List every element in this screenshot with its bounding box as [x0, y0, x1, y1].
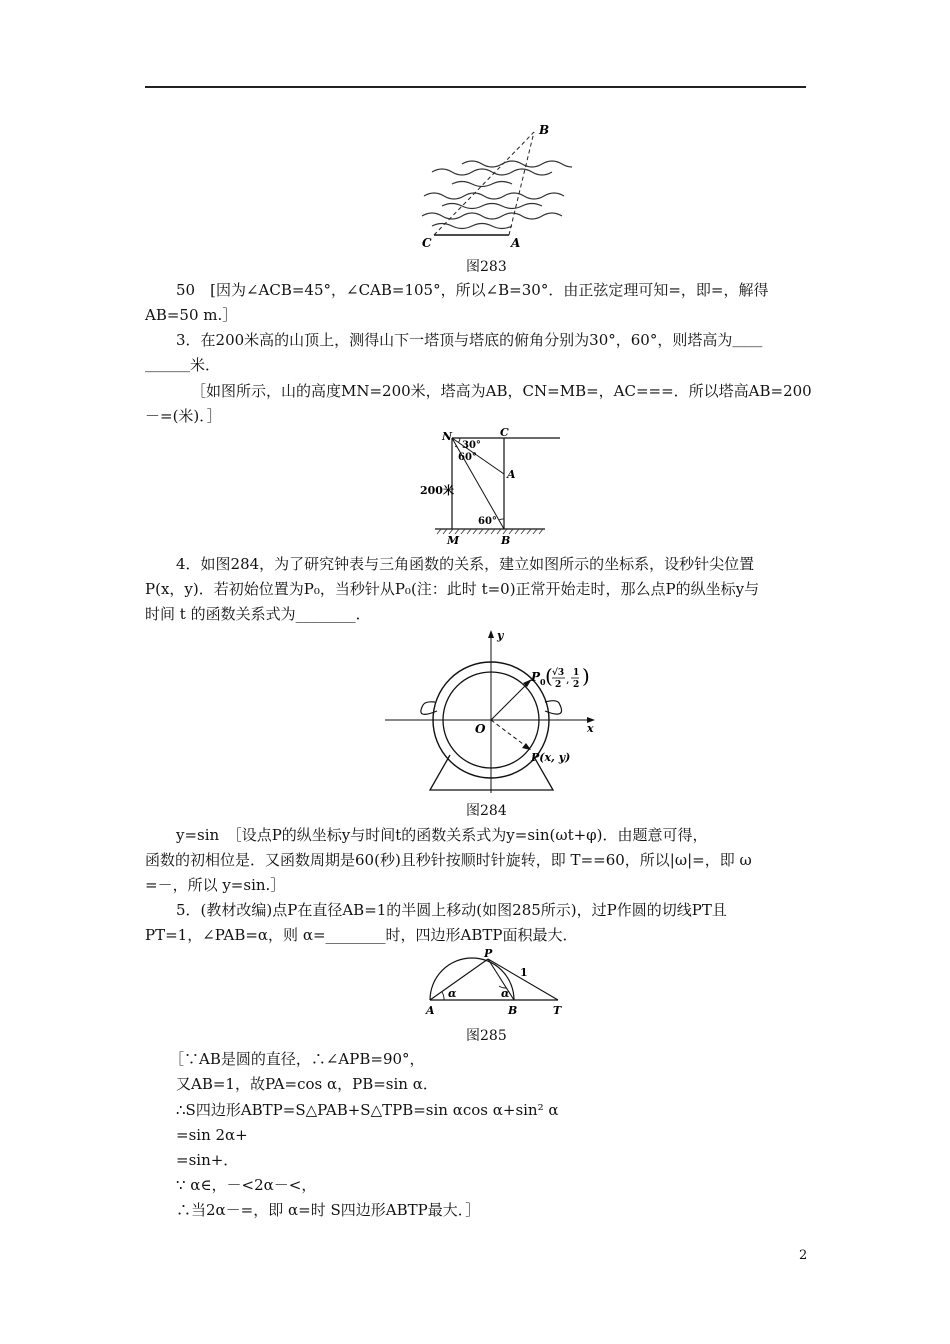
fig284-label-pxy: P(x, y) — [531, 751, 571, 764]
text-line-5: ［如图所示，山的高度MN=200米，塔高为AB，CN=MB=，AC===．所以塔高AB=200 — [191, 382, 812, 400]
fig284-p0-den2: 2 — [573, 680, 580, 690]
caption-285: 图285 — [466, 1028, 507, 1044]
caption-283: 图283 — [466, 259, 507, 275]
fig284-p0-num1: √3 — [552, 668, 565, 678]
fig284-label-y: y — [497, 629, 504, 642]
fig284-label-p0: P — [531, 670, 541, 684]
figure-284 — [385, 625, 600, 795]
fig285-alpha-a: α — [448, 987, 457, 1000]
fig284-p0-num2: 1 — [573, 668, 580, 678]
text-line-20: ∵ α∈，－<2α－<， — [176, 1176, 317, 1194]
tower-label-b: B — [501, 534, 511, 547]
fig284-label-o: O — [475, 722, 486, 736]
fig284-label-p0-sub: 0 — [540, 677, 546, 687]
text-line-7: 4．如图284，为了研究钟表与三角函数的关系，建立如图所示的坐标系，设秒针尖位置 — [176, 555, 755, 573]
tower-angle-30: 30° — [462, 440, 481, 451]
tower-angle-60-bottom: 60° — [478, 516, 497, 527]
figure-tower — [415, 428, 565, 548]
tower-height-label: 200米 — [420, 484, 454, 497]
text-line-18: =sin 2α+ — [176, 1126, 248, 1144]
fig284-paren-open: ( — [545, 664, 553, 688]
text-line-11: 函数的初相位是．又函数周期是60(秒)且秒针按顺时针旋转，即 T==60，所以|ω|=，即 ω — [145, 851, 752, 869]
fig284-p0-den1: 2 — [555, 680, 562, 690]
fig283-label-c: C — [422, 236, 432, 250]
fig285-label-a: A — [426, 1004, 435, 1017]
tower-angle-60-top: 60° — [458, 452, 477, 463]
text-line-15: ［∵AB是圆的直径，∴∠APB=90°， — [169, 1050, 425, 1068]
text-line-6: －=(米)．］ — [145, 407, 222, 425]
text-line-8: P(x，y)．若初始位置为P₀，当秒针从P₀(注：此时 t=0)正常开始走时，那么点P的纵坐标y与 — [145, 580, 760, 598]
figure-283 — [412, 120, 572, 250]
text-line-2: AB=50 m.］ — [145, 306, 238, 324]
text-line-3: 3．在200米高的山顶上，测得山下一塔顶与塔底的俯角分别为30°，60°，则塔高为＿＿ — [176, 331, 763, 349]
fig285-label-b: B — [508, 1004, 518, 1017]
page-number: 2 — [799, 1248, 808, 1263]
fig285-label-t: T — [553, 1004, 562, 1017]
fig284-comma: , — [566, 673, 570, 686]
fig285-label-p: P — [484, 948, 493, 960]
fig283-label-a: A — [511, 236, 521, 250]
fig283-label-b: B — [539, 123, 550, 137]
text-line-9: 时间 t 的函数关系式为________． — [145, 605, 371, 623]
fig284-label-x: x — [587, 722, 594, 735]
fig285-label-one: 1 — [520, 966, 528, 979]
text-line-13: 5．(教材改编)点P在直径AB=1的半圆上移动(如图285所示)，过P作圆的切线PT且 — [176, 901, 727, 919]
text-line-4: ＿＿＿米． — [145, 356, 221, 374]
fig285-alpha-p: α — [501, 987, 510, 1000]
header-rule — [145, 86, 806, 88]
text-line-10: y=sin ［设点P的纵坐标y与时间t的函数关系式为y=sin(ωt+φ)．由题意可得， — [176, 826, 708, 844]
text-line-14: PT=1，∠PAB=α，则 α=________时，四边形ABTP面积最大． — [145, 926, 578, 944]
text-line-1: 50 [因为∠ACB=45°，∠CAB=105°，所以∠B=30°．由正弦定理可知=，即=，解得 — [176, 281, 769, 299]
fig284-paren-close: ) — [582, 664, 590, 688]
text-line-17: ∴S四边形ABTP=S△PAB+S△TPB=sin αcos α+sin² α — [176, 1101, 559, 1119]
text-line-12: =－，所以 y=sin.］ — [145, 876, 286, 894]
caption-284: 图284 — [466, 803, 507, 819]
text-line-16: 又AB=1，故PA=cos α，PB=sin α． — [176, 1075, 438, 1093]
tower-label-c: C — [500, 428, 509, 439]
tower-label-m: M — [447, 534, 460, 547]
text-line-21: ∴当2α－=，即 α=时 S四边形ABTP最大．］ — [176, 1201, 481, 1219]
text-line-19: =sin+． — [176, 1151, 239, 1169]
figure-285 — [420, 948, 570, 1018]
tower-label-n: N — [442, 430, 453, 443]
tower-label-a: A — [507, 468, 516, 481]
